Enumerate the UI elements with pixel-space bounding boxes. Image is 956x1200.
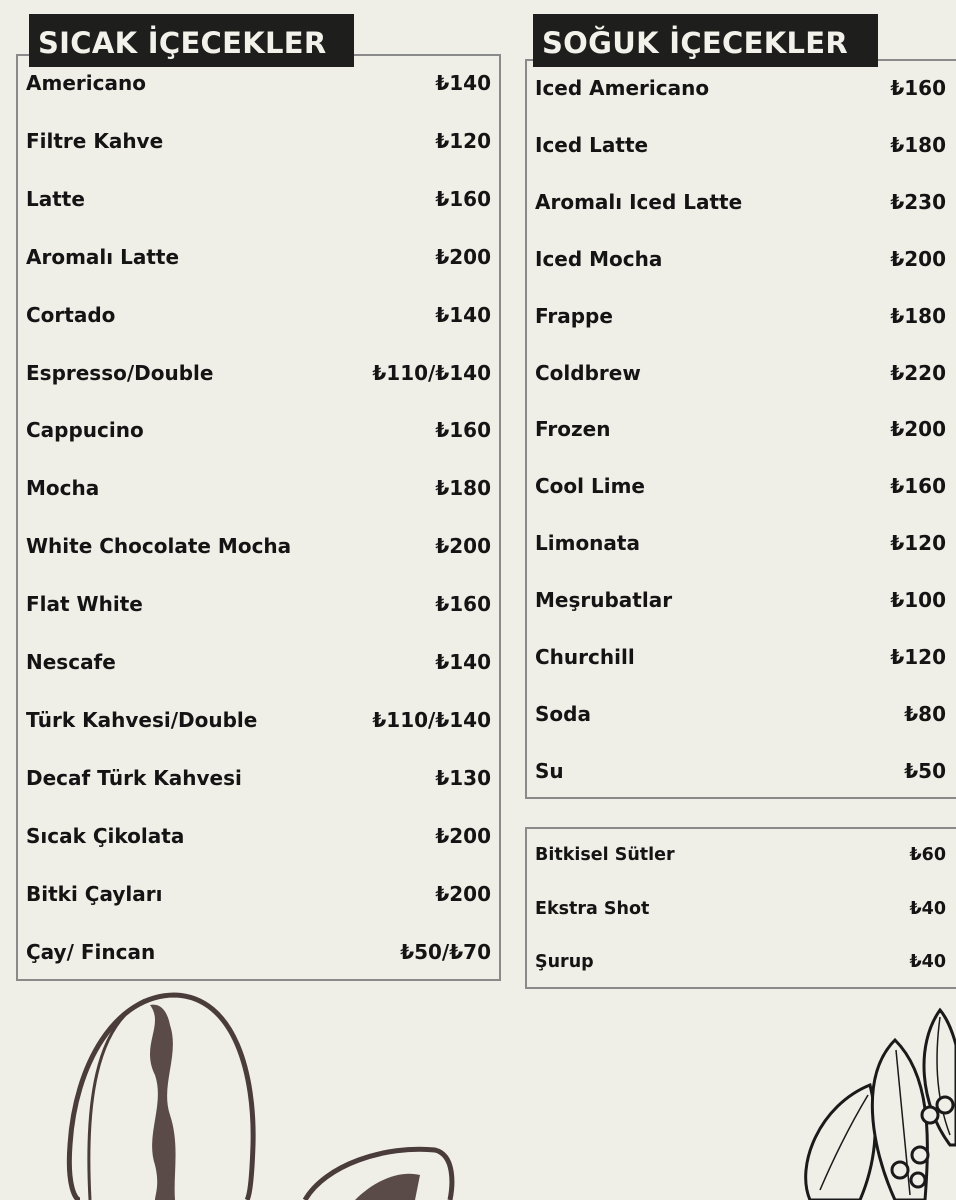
- item-name: Soda: [535, 701, 591, 726]
- item-price: ₺180: [435, 476, 491, 501]
- item-price: ₺60: [909, 845, 946, 865]
- extra-item: [527, 947, 956, 977]
- cold-drink-item: [527, 244, 956, 274]
- item-price: ₺180: [890, 132, 946, 157]
- item-price: ₺50: [904, 758, 946, 783]
- hot-drink-item: [18, 821, 499, 851]
- hot-drink-item: [18, 126, 499, 156]
- item-price: ₺140: [435, 650, 491, 674]
- hot-drink-item: [18, 242, 499, 272]
- cold-drink-item: [527, 130, 956, 160]
- item-price: ₺110/₺140: [372, 707, 491, 732]
- item-name: Espresso/Double: [26, 360, 214, 385]
- item-name: Bitki Çayları: [26, 881, 163, 906]
- hot-drink-item: [18, 647, 499, 677]
- hot-drink-item: [18, 473, 499, 503]
- item-name: White Chocolate Mocha: [26, 534, 292, 559]
- item-price: ₺40: [909, 952, 946, 972]
- item-price: ₺200: [435, 823, 491, 848]
- item-name: Mocha: [26, 476, 100, 501]
- cold-drink-item: [527, 414, 956, 444]
- hot-drink-item: [18, 300, 499, 330]
- cold-drink-item: [527, 358, 956, 388]
- item-price: ₺120: [890, 531, 946, 556]
- item-price: ₺110/₺140: [372, 360, 491, 385]
- item-name: Coldbrew: [535, 360, 641, 385]
- item-price: ₺200: [435, 881, 491, 906]
- cold-drinks-box: [525, 59, 956, 799]
- item-price: ₺200: [435, 534, 491, 559]
- hot-drink-item: [18, 184, 499, 214]
- cold-drink-item: [527, 642, 956, 672]
- item-name: Aromalı Latte: [26, 244, 180, 269]
- item-price: ₺160: [435, 418, 491, 443]
- item-price: ₺160: [890, 76, 946, 100]
- item-name: Cool Lime: [535, 474, 645, 499]
- cold-drink-item: [527, 187, 956, 217]
- cold-drink-item: [527, 528, 956, 558]
- item-name: Sıcak Çikolata: [26, 823, 185, 848]
- hot-drink-item: [18, 937, 499, 967]
- item-price: ₺160: [435, 186, 491, 211]
- cold-drink-item: [527, 73, 956, 103]
- item-name: Flat White: [26, 592, 143, 617]
- item-price: ₺120: [890, 645, 946, 669]
- coffee-plant-illustration: [800, 1005, 956, 1200]
- item-name: Americano: [26, 71, 146, 95]
- item-price: ₺80: [904, 701, 946, 726]
- item-price: ₺140: [435, 302, 491, 327]
- hot-drink-item: [18, 68, 499, 98]
- item-price: ₺160: [890, 474, 946, 499]
- item-name: Bitkisel Sütler: [535, 845, 675, 865]
- item-name: Frozen: [535, 417, 611, 442]
- item-name: Iced Latte: [535, 132, 649, 157]
- item-price: ₺180: [890, 303, 946, 328]
- hot-drink-item: [18, 589, 499, 619]
- cold-drink-item: [527, 756, 956, 786]
- item-price: ₺130: [435, 765, 491, 790]
- item-name: Iced Mocha: [535, 246, 663, 271]
- item-name: Decaf Türk Kahvesi: [26, 765, 242, 790]
- hot-drink-item: [18, 415, 499, 445]
- item-name: Filtre Kahve: [26, 128, 164, 153]
- item-name: Latte: [26, 186, 85, 211]
- item-name: Türk Kahvesi/Double: [26, 707, 258, 732]
- item-price: ₺40: [909, 898, 946, 919]
- item-name: Ekstra Shot: [535, 898, 650, 919]
- item-price: ₺200: [435, 244, 491, 269]
- item-price: ₺160: [435, 592, 491, 617]
- extras-box: [525, 827, 956, 989]
- item-name: Aromalı Iced Latte: [535, 189, 743, 214]
- item-price: ₺100: [890, 588, 946, 613]
- cold-drink-item: [527, 699, 956, 729]
- hot-drink-item: [18, 763, 499, 793]
- item-price: ₺200: [890, 246, 946, 271]
- cold-drink-item: [527, 301, 956, 331]
- item-name: Meşrubatlar: [535, 588, 673, 613]
- item-name: Şurup: [535, 952, 594, 972]
- hot-drink-item: [18, 358, 499, 388]
- item-price: ₺50/₺70: [400, 939, 491, 964]
- extra-item: [527, 894, 956, 924]
- hot-drink-item: [18, 705, 499, 735]
- coffee-bean-illustration: [55, 985, 475, 1200]
- item-name: Frappe: [535, 303, 613, 328]
- item-name: Cortado: [26, 302, 116, 327]
- hot-drink-item: [18, 531, 499, 561]
- cold-drink-item: [527, 585, 956, 615]
- extra-item: [527, 840, 956, 870]
- item-name: Nescafe: [26, 650, 116, 674]
- cold-drinks-title: SOĞUK İÇECEKLER: [533, 14, 878, 67]
- hot-drinks-box: [16, 54, 501, 981]
- cold-drink-item: [527, 471, 956, 501]
- item-price: ₺220: [890, 360, 946, 385]
- item-price: ₺120: [435, 128, 491, 153]
- item-name: Cappucino: [26, 418, 144, 443]
- item-name: Churchill: [535, 645, 635, 669]
- item-price: ₺140: [435, 71, 491, 95]
- item-price: ₺230: [890, 189, 946, 214]
- item-name: Çay/ Fincan: [26, 939, 156, 964]
- item-name: Su: [535, 758, 564, 783]
- hot-drinks-title: SICAK İÇECEKLER: [29, 14, 354, 67]
- item-name: Iced Americano: [535, 76, 710, 100]
- item-name: Limonata: [535, 531, 640, 556]
- hot-drink-item: [18, 879, 499, 909]
- item-price: ₺200: [890, 417, 946, 442]
